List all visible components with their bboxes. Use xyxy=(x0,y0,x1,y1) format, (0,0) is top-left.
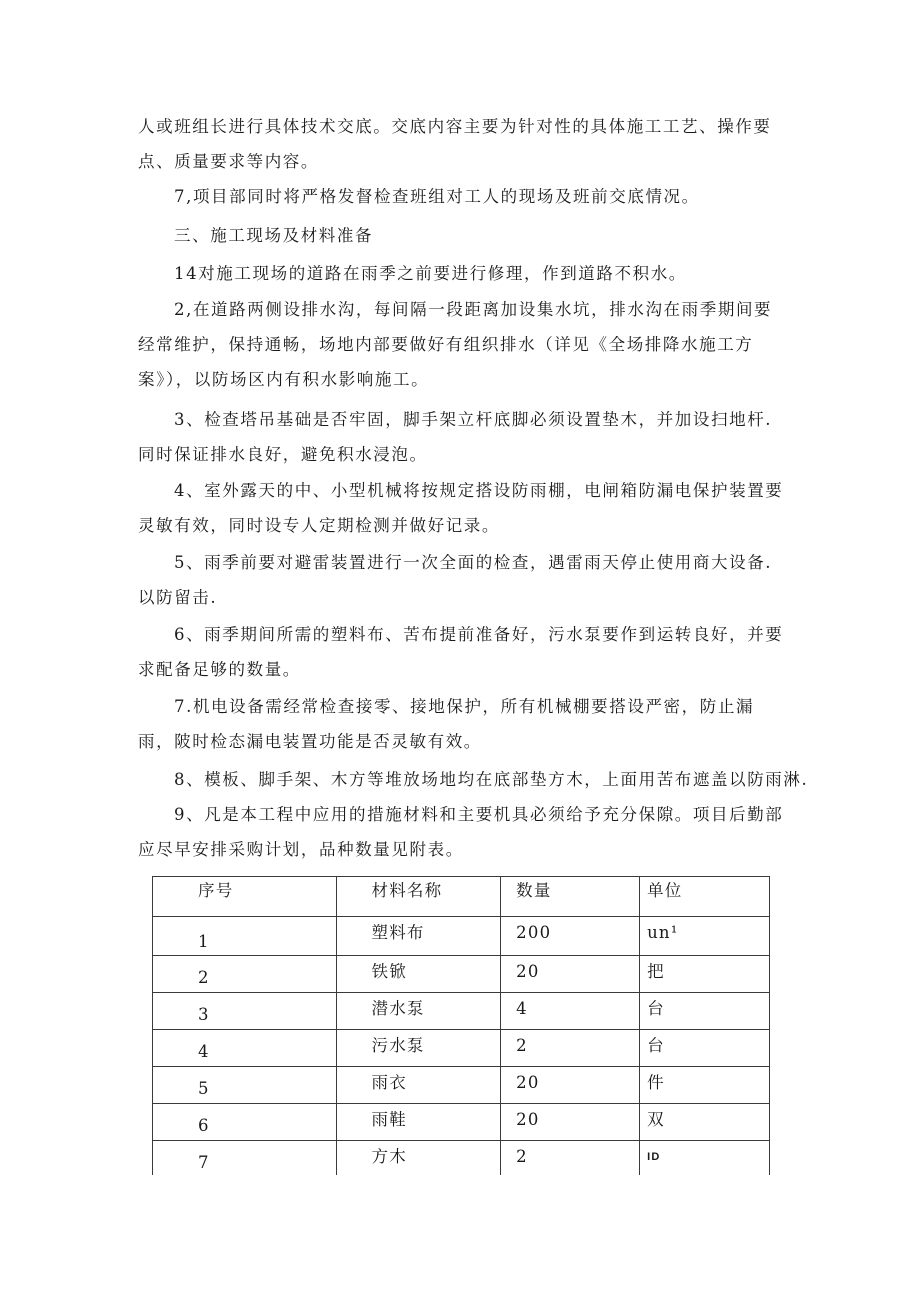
cell-no: 6 xyxy=(153,1104,337,1141)
paragraph-item-9-procurement: 9、凡是本工程中应用的措施材料和主要机具必须给予充分保隙。项目后勤部应尽早安排采购计划，品种数量见附表。 xyxy=(138,805,784,859)
paragraph-item-7-electrical: 7.机电设备需经常检查接零、接地保护，所有机械棚要搭设严密，防止漏雨，陂时检态漏电装置功能是否灵敏有效。 xyxy=(138,697,755,751)
table-row xyxy=(153,1030,770,1067)
materials-table xyxy=(152,876,770,1175)
cell-qty: 2 xyxy=(501,1141,640,1176)
cell-unit: 把 xyxy=(640,956,770,993)
table-row xyxy=(153,917,770,956)
paragraph-briefing-content: 人或班组长进行具体技术交底。交底内容主要为针对性的具体施工工艺、操作要点、质量要求等内容。 xyxy=(138,117,772,171)
paragraph-item-8-storage: 8、模板、脚手架、木方等堆放场地均在底部垫方木，上面用苦布遮盖以防雨淋. xyxy=(174,770,809,789)
cell-qty: 200 xyxy=(501,917,640,956)
paragraph-item-7-supervision: 7,项目部同时将严格发督检查班组对工人的现场及班前交底情况。 xyxy=(174,187,700,206)
paragraph-item-6-supplies: 6、雨季期间所需的塑料布、苦布提前准备好，污水泵要作到运转良好，并要求配备足够的数量。 xyxy=(138,625,784,679)
cell-name: 雨衣 xyxy=(336,1067,501,1104)
cell-qty: 20 xyxy=(501,1104,640,1141)
table-row xyxy=(153,1141,770,1176)
header-cell-name: 材料名称 xyxy=(336,877,501,917)
cell-name: 塑料布 xyxy=(336,917,501,956)
cell-unit: 台 xyxy=(640,1030,770,1067)
header-cell-unit: 单位 xyxy=(640,877,770,917)
paragraph-item-4-machinery: 4、室外露天的中、小型机械将按规定搭设防雨棚，电闸箱防漏电保护装置要灵敏有效，同时设专人定期检测并做好记录。 xyxy=(138,481,784,535)
section-heading-site-materials: 三、施工现场及材料准备 xyxy=(174,226,374,245)
cell-qty: 20 xyxy=(501,956,640,993)
table-row xyxy=(153,956,770,993)
cell-unit: 件 xyxy=(640,1067,770,1104)
table-row xyxy=(153,1104,770,1141)
cell-unit: un¹ xyxy=(640,917,770,956)
table-header-row xyxy=(153,877,770,917)
cell-no: 4 xyxy=(153,1030,337,1067)
cell-qty: 20 xyxy=(501,1067,640,1104)
paragraph-item-3-crane-scaffold: 3、检查塔吊基础是否牢固，脚手架立杆底脚必须设置垫木，并加设扫地杆.同时保证排水良好，避免积水浸泡。 xyxy=(138,410,773,464)
cell-name: 方木 xyxy=(336,1141,501,1176)
cell-no: 7 xyxy=(153,1141,337,1176)
paragraph-item-2-drainage: 2,在道路两侧设排水沟，每间隔一段距离加设集水坑，排水沟在雨季期间要经常维护，保持通畅，场地内部要做好有组织排水（详见《全场排降水施工方案》），以防场区内有积水影响施工。 xyxy=(138,300,773,389)
cell-unit: 台 xyxy=(640,993,770,1030)
paragraph-item-1-roads: 14对施工现场的道路在雨季之前要进行修理，作到道路不积水。 xyxy=(174,264,687,283)
table-row xyxy=(153,1067,770,1104)
cell-no: 1 xyxy=(153,917,337,956)
cell-qty: 2 xyxy=(501,1030,640,1067)
table-row xyxy=(153,993,770,1030)
cell-unit: ID xyxy=(640,1141,770,1176)
cell-no: 3 xyxy=(153,993,337,1030)
cell-name: 潜水泵 xyxy=(336,993,501,1030)
cell-name: 铁锨 xyxy=(336,956,501,993)
cell-no: 2 xyxy=(153,956,337,993)
cell-qty: 4 xyxy=(501,993,640,1030)
header-cell-qty: 数量 xyxy=(501,877,640,917)
paragraph-item-5-lightning: 5、雨季前要对避雷装置进行一次全面的检查，遇雷雨天停止使用商大设备.以防留击. xyxy=(138,553,773,607)
cell-name: 污水泵 xyxy=(336,1030,501,1067)
header-cell-no: 序号 xyxy=(153,877,337,917)
cell-unit: 双 xyxy=(640,1104,770,1141)
cell-no: 5 xyxy=(153,1067,337,1104)
cell-name: 雨鞋 xyxy=(336,1104,501,1141)
